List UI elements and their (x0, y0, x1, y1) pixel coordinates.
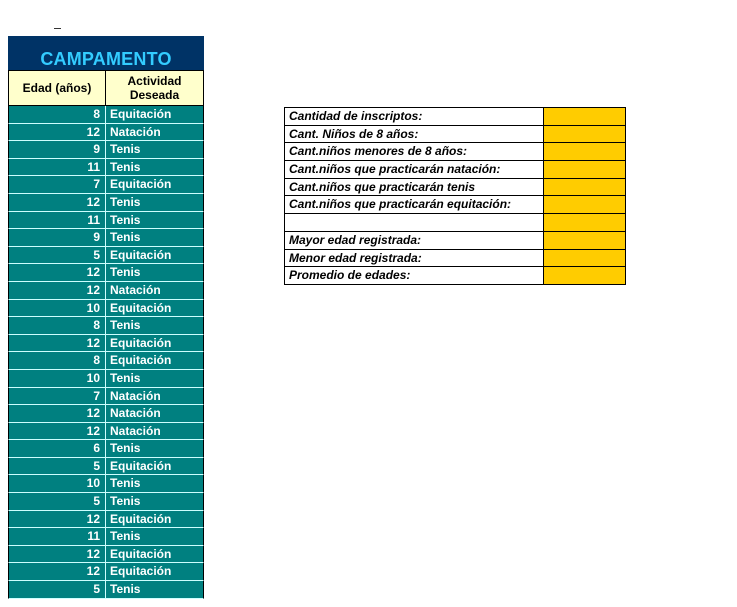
summary-value-cell[interactable] (544, 108, 625, 125)
table-row (8, 423, 204, 441)
table-row (8, 581, 204, 599)
activity-cell[interactable]: Equitación (110, 458, 172, 473)
summary-value-cell[interactable] (544, 232, 625, 249)
table-row (8, 528, 204, 546)
summary-value-cell[interactable] (544, 126, 625, 143)
summary-label[interactable]: Cant.niños que practicarán equitación: (285, 196, 544, 213)
summary-value-cell[interactable] (544, 214, 625, 231)
summary-label[interactable]: Mayor edad registrada: (285, 232, 544, 249)
summary-row (285, 143, 625, 161)
table-row (8, 458, 204, 476)
summary-table (284, 107, 626, 285)
summary-label[interactable]: Cant.niños menores de 8 años: (285, 143, 544, 160)
table-row (8, 124, 204, 142)
activity-cell[interactable]: Tenis (110, 230, 141, 245)
table-row (8, 317, 204, 335)
age-cell[interactable]: 11 (9, 159, 106, 176)
summary-row (285, 250, 625, 268)
table-row (8, 106, 204, 124)
age-cell[interactable]: 8 (9, 352, 106, 369)
header-activity[interactable]: Actividad Deseada (127, 74, 182, 102)
age-cell[interactable]: 11 (9, 528, 106, 545)
table-row (8, 212, 204, 230)
summary-row (285, 179, 625, 197)
table-row (8, 194, 204, 212)
table-row (8, 563, 204, 581)
table-row (8, 335, 204, 353)
activity-cell[interactable]: Tenis (110, 142, 141, 157)
table-row (8, 405, 204, 423)
summary-value-cell[interactable] (544, 196, 625, 213)
table-row (8, 282, 204, 300)
activity-cell[interactable]: Equitación (110, 564, 172, 579)
age-cell[interactable]: 12 (9, 563, 106, 580)
table-row (8, 370, 204, 388)
age-cell[interactable]: 12 (9, 423, 106, 440)
activity-cell[interactable]: Equitación (110, 511, 172, 526)
activity-cell[interactable]: Natación (110, 423, 161, 438)
summary-label[interactable] (285, 214, 544, 231)
table-row (8, 176, 204, 194)
activity-cell[interactable]: Tenis (110, 370, 141, 385)
table-body (8, 106, 204, 599)
summary-value-cell[interactable] (544, 250, 625, 267)
table-row (8, 247, 204, 265)
activity-cell[interactable]: Tenis (110, 194, 141, 209)
age-cell[interactable]: 5 (9, 581, 106, 598)
age-cell[interactable]: 5 (9, 458, 106, 475)
summary-label[interactable]: Promedio de edades: (285, 267, 544, 284)
activity-cell[interactable]: Tenis (110, 318, 141, 333)
activity-cell[interactable]: Natación (110, 124, 161, 139)
age-cell[interactable]: 12 (9, 124, 106, 141)
activity-cell[interactable]: Equitación (110, 335, 172, 350)
age-cell[interactable]: 10 (9, 300, 106, 317)
summary-value-cell[interactable] (544, 161, 625, 178)
table-row (8, 440, 204, 458)
table-row (8, 546, 204, 564)
campamento-table (8, 36, 204, 599)
summary-value-cell[interactable] (544, 143, 625, 160)
activity-cell[interactable]: Equitación (110, 107, 172, 121)
age-cell[interactable]: 8 (9, 106, 106, 123)
summary-row (285, 161, 625, 179)
header-age[interactable]: Edad (años) (9, 71, 106, 105)
activity-cell[interactable]: Natación (110, 282, 161, 297)
age-cell[interactable]: 9 (9, 229, 106, 246)
activity-cell[interactable]: Tenis (110, 441, 141, 456)
activity-cell[interactable]: Equitación (110, 177, 172, 192)
summary-label[interactable]: Cant. Niños de 8 años: (285, 126, 544, 143)
activity-cell[interactable]: Equitación (110, 300, 172, 315)
activity-cell[interactable]: Tenis (110, 476, 141, 491)
summary-value-cell[interactable] (544, 179, 625, 196)
table-row (8, 388, 204, 406)
table-row (8, 264, 204, 282)
summary-label[interactable]: Menor edad registrada: (285, 250, 544, 267)
age-cell[interactable]: 12 (9, 194, 106, 211)
age-cell[interactable]: 5 (9, 493, 106, 510)
table-header (8, 71, 204, 106)
age-cell[interactable]: 11 (9, 212, 106, 229)
table-row (8, 493, 204, 511)
summary-label[interactable]: Cantidad de inscriptos: (285, 108, 544, 125)
age-cell[interactable]: 12 (9, 282, 106, 299)
summary-label[interactable]: Cant.niños que practicarán natación: (285, 161, 544, 178)
activity-cell[interactable]: Natación (110, 388, 161, 403)
activity-cell[interactable]: Equitación (110, 247, 172, 262)
activity-cell[interactable]: Tenis (110, 212, 141, 227)
summary-value-cell[interactable] (544, 267, 625, 284)
cell-mark (54, 28, 61, 29)
table-row (8, 141, 204, 159)
summary-row (285, 232, 625, 250)
age-cell[interactable]: 9 (9, 141, 106, 158)
age-cell[interactable]: 12 (9, 264, 106, 281)
activity-cell[interactable]: Tenis (110, 265, 141, 280)
table-row (8, 300, 204, 318)
age-cell[interactable]: 5 (9, 247, 106, 264)
table-title: CAMPAMENTO (8, 36, 204, 71)
table-row (8, 475, 204, 493)
table-row (8, 511, 204, 529)
table-row (8, 229, 204, 247)
age-cell[interactable]: 12 (9, 335, 106, 352)
summary-row (285, 196, 625, 214)
age-cell[interactable]: 12 (9, 511, 106, 528)
summary-row (285, 126, 625, 144)
summary-row (285, 267, 625, 285)
age-cell[interactable]: 8 (9, 317, 106, 334)
age-cell[interactable]: 7 (9, 388, 106, 405)
activity-cell[interactable]: Tenis (110, 582, 141, 597)
age-cell[interactable]: 12 (9, 405, 106, 422)
table-row (8, 352, 204, 370)
activity-cell[interactable]: Tenis (110, 159, 141, 174)
summary-label[interactable]: Cant.niños que practicarán tenis (285, 179, 544, 196)
activity-cell[interactable]: Tenis (110, 529, 141, 544)
age-cell[interactable]: 12 (9, 546, 106, 563)
age-cell[interactable]: 10 (9, 475, 106, 492)
age-cell[interactable]: 6 (9, 440, 106, 457)
activity-cell[interactable]: Equitación (110, 353, 172, 368)
summary-row (285, 108, 625, 126)
table-row (8, 159, 204, 177)
activity-cell[interactable]: Equitación (110, 546, 172, 561)
activity-cell[interactable]: Natación (110, 406, 161, 421)
summary-row (285, 214, 625, 232)
activity-cell[interactable]: Tenis (110, 494, 141, 509)
age-cell[interactable]: 7 (9, 176, 106, 193)
age-cell[interactable]: 10 (9, 370, 106, 387)
